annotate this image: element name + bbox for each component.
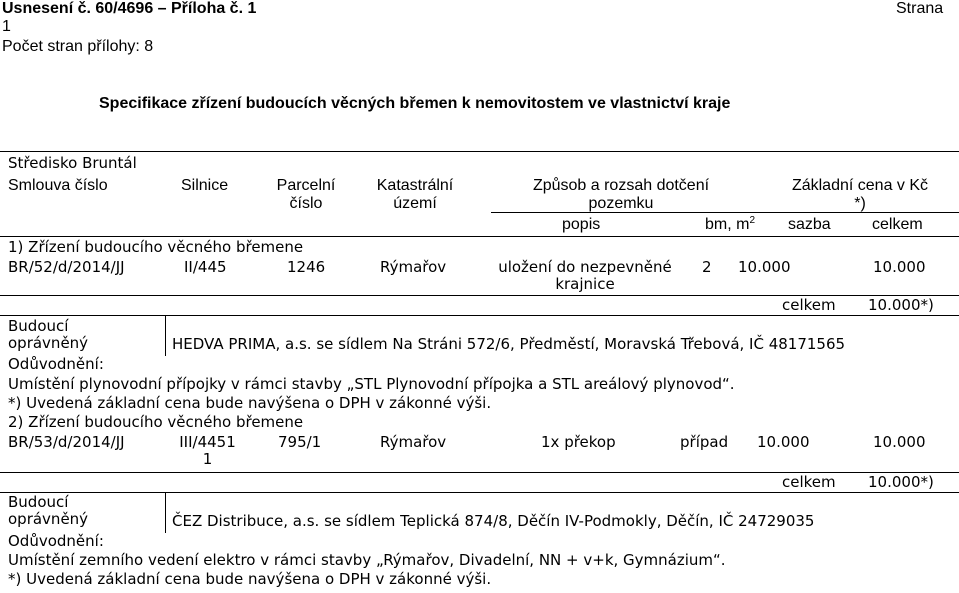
item-party-rule — [0, 492, 959, 493]
justification-text: Umístění zemního vedení elektro v rámci stavby „Rýmařov, Divadelní, NN + v+k, Gymnázium“. — [8, 551, 726, 569]
page-label: Strana — [896, 0, 944, 17]
party-name: HEDVA PRIMA, a.s. se sídlem Na Stráni 572/6, Předměstí, Moravská Třebová, IČ 48171565 — [172, 335, 846, 353]
justification-label: Odůvodnění: — [8, 355, 104, 373]
page-count: Počet stran přílohy: 8 — [2, 38, 154, 55]
header-subrule — [491, 212, 959, 213]
party-label: Budoucí oprávněný — [8, 493, 89, 529]
road-number: III/4451 1 — [179, 433, 236, 469]
col-cadastre: Katastrální území — [376, 177, 454, 213]
total-value: 10.000 — [873, 258, 926, 276]
col-contract: Smlouva číslo — [8, 177, 108, 194]
col-scope: Způsob a rozsah dotčení pozemku — [532, 177, 710, 213]
justification-text: Umístění plynovodní přípojky v rámci stavby „STL Plynovodní přípojka a STL areálový plynovod“. — [8, 375, 735, 393]
total-sum: 10.000*) — [868, 296, 934, 314]
page-number: 1 — [2, 18, 11, 35]
party-divider — [165, 315, 166, 356]
justification-label: Odůvodnění: — [8, 532, 104, 550]
scope-description: 1x překop — [541, 433, 616, 451]
item-heading: 1) Zřízení budoucího věcného břemene — [8, 238, 304, 256]
col-base-price: Základní cena v Kč *) — [791, 177, 929, 213]
col-description: popis — [562, 216, 601, 233]
total-label: celkem — [782, 473, 836, 491]
rate-value: 10.000 — [757, 433, 810, 451]
rate-value: 10.000 — [738, 258, 791, 276]
col-parcel: Parcelní číslo — [276, 177, 336, 213]
party-divider — [165, 492, 166, 533]
contract-number: BR/53/d/2014/JJ — [8, 433, 125, 451]
col-total: celkem — [872, 216, 923, 233]
unit-value: 2 — [702, 258, 712, 276]
parcel-number: 1246 — [287, 258, 326, 276]
col-unit: bm, $m^2$ — [705, 215, 756, 233]
col-rate: sazba — [788, 216, 831, 233]
vat-note: *) Uvedená základní cena bude navýšena o DPH v zákonné výši. — [8, 394, 492, 412]
document-title: Usnesení č. 60/4696 – Příloha č. 1 — [2, 0, 257, 17]
party-name: ČEZ Distribuce, a.s. se sídlem Teplická 874/8, Děčín IV-Podmokly, Děčín, IČ 24729035 — [172, 512, 815, 530]
total-label: celkem — [782, 296, 836, 314]
specification-heading: Specifikace zřízení budoucích věcných břemen k nemovitostem ve vlastnictví kraje — [99, 95, 731, 112]
scope-description: uložení do nezpevněné krajnice — [498, 258, 672, 294]
unit-value: případ — [680, 433, 729, 451]
party-label: Budoucí oprávněný — [8, 317, 89, 353]
total-sum: 10.000*) — [868, 473, 934, 491]
item-party-rule — [0, 315, 959, 316]
item-heading: 2) Zřízení budoucího věcného břemene — [8, 413, 304, 431]
parcel-number: 795/1 — [278, 433, 322, 451]
total-value: 10.000 — [873, 433, 926, 451]
table-top-rule — [0, 151, 959, 152]
vat-note: *) Uvedená základní cena bude navýšena o DPH v zákonné výši. — [8, 570, 492, 588]
contract-number: BR/52/d/2014/JJ — [8, 258, 125, 276]
region-label: Středisko Bruntál — [8, 154, 137, 172]
header-bottom-rule — [0, 236, 959, 237]
road-number: II/445 — [184, 258, 227, 276]
col-road: Silnice — [181, 177, 229, 194]
cadastral-area: Rýmařov — [380, 433, 447, 451]
cadastral-area: Rýmařov — [380, 258, 447, 276]
